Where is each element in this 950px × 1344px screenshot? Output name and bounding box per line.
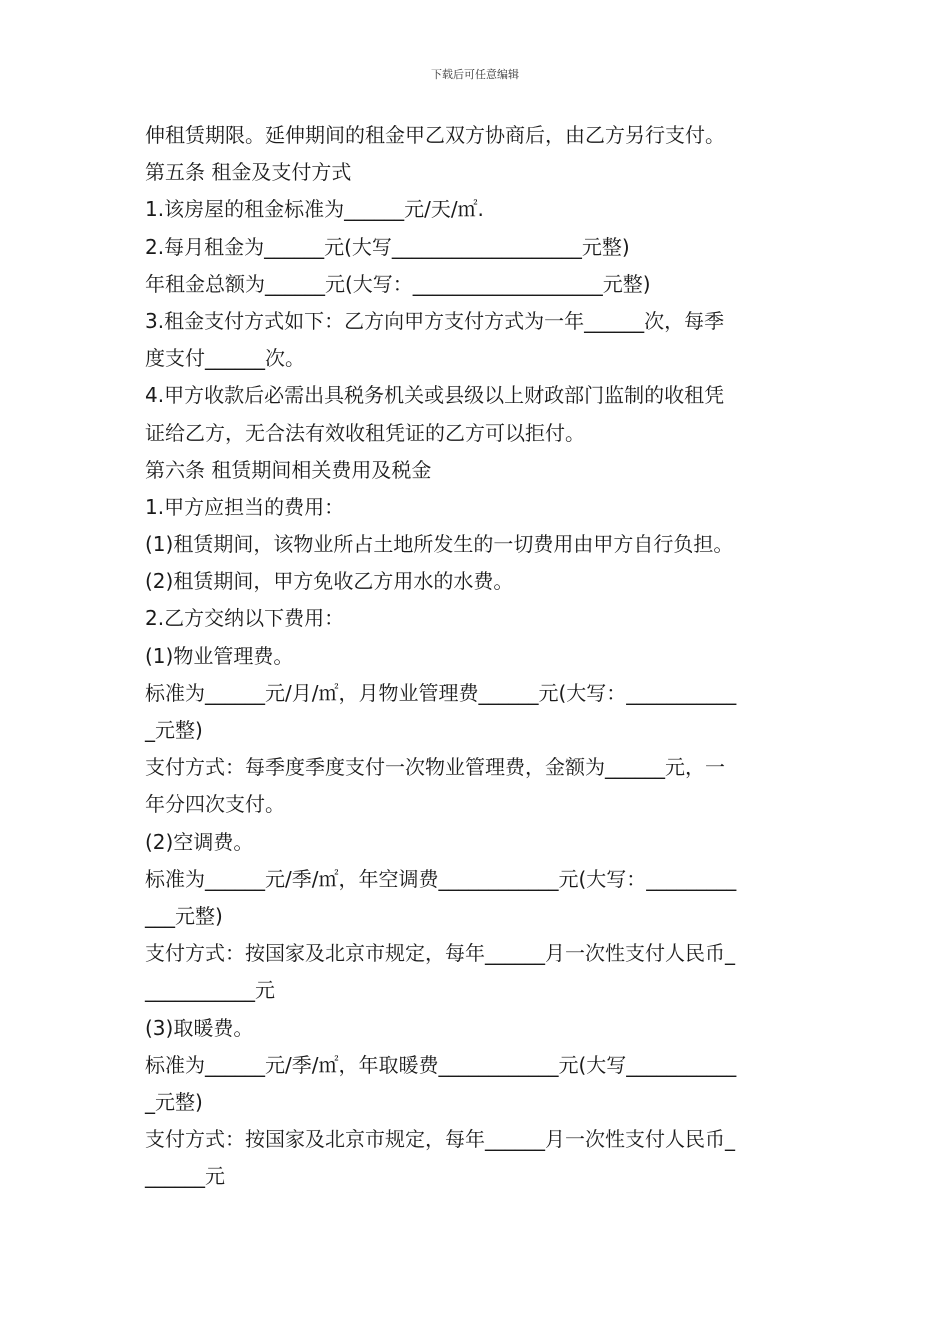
paragraph-line: (1)租赁期间，该物业所占土地所发生的一切费用由甲方自行负担。 bbox=[145, 532, 734, 557]
paragraph-line: 标准为______元/季/㎡，年空调费____________元(大写：_________ bbox=[145, 866, 737, 891]
section-heading: 第六条 租赁期间相关费用及税金 bbox=[145, 457, 432, 482]
paragraph-line: 年分四次支付。 bbox=[145, 792, 285, 817]
paragraph-line: _元整) bbox=[145, 718, 203, 742]
paragraph-line: 年租金总额为______元(大写：___________________元整) bbox=[145, 271, 651, 296]
paragraph-line: ___元整) bbox=[145, 903, 223, 928]
paragraph-line: (2)空调费。 bbox=[145, 829, 254, 854]
paragraph-line: 伸租赁期限。延伸期间的租金甲乙双方协商后，由乙方另行支付。 bbox=[145, 123, 725, 147]
paragraph-line: 1.甲方应担当的费用： bbox=[145, 494, 345, 519]
paragraph-line: 支付方式：按国家及北京市规定，每年______月一次性支付人民币_ bbox=[145, 941, 735, 966]
paragraph-line: 3.租金支付方式如下：乙方向甲方支付方式为一年______次，每季 bbox=[145, 308, 725, 333]
paragraph-line: 2.乙方交纳以下费用： bbox=[145, 606, 345, 631]
paragraph-line: 支付方式：按国家及北京市规定，每年______月一次性支付人民币_ bbox=[145, 1127, 735, 1152]
paragraph-line: 标准为______元/月/㎡，月物业管理费______元(大写：___________ bbox=[145, 680, 737, 705]
paragraph-line: ___________元 bbox=[145, 978, 275, 1003]
section-heading: 第五条 租金及支付方式 bbox=[145, 160, 352, 185]
page-header: 下载后可任意编辑 bbox=[431, 68, 519, 81]
paragraph-line: 2.每月租金为______元(大写___________________元整) bbox=[145, 234, 630, 259]
paragraph-line: (3)取暖费。 bbox=[145, 1015, 254, 1040]
paragraph-line: (2)租赁期间，甲方免收乙方用水的水费。 bbox=[145, 569, 514, 594]
contract-body bbox=[145, 117, 825, 1195]
paragraph-line: _元整) bbox=[145, 1089, 203, 1114]
paragraph-line: 4.甲方收款后必需出具税务机关或县级以上财政部门监制的收租凭 bbox=[145, 383, 725, 408]
paragraph-line: 支付方式：每季度季度支付一次物业管理费，金额为______元，一 bbox=[145, 755, 725, 780]
paragraph-line: ______元 bbox=[145, 1164, 225, 1189]
paragraph-line: 度支付______次。 bbox=[145, 346, 305, 371]
paragraph-line: 1.该房屋的租金标准为______元/天/㎡. bbox=[145, 197, 484, 222]
paragraph-line: 证给乙方，无合法有效收租凭证的乙方可以拒付。 bbox=[145, 420, 585, 445]
paragraph-line: 标准为______元/季/㎡，年取暖费____________元(大写___________ bbox=[145, 1052, 737, 1077]
paragraph-line: (1)物业管理费。 bbox=[145, 643, 294, 668]
